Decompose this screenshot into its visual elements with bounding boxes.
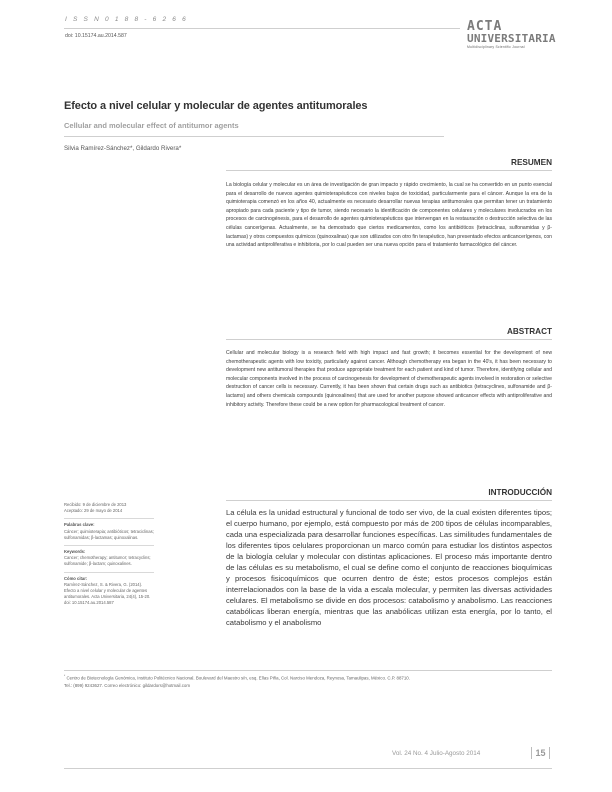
keywords-label: Palabras clave: [64, 522, 95, 528]
abstract-text: Cellular and molecular biology is a research field with high impact and fast growth; it becomes essential for the development of new chemotherapeutic agents with low toxicity, particularly against cancer. Although chemotherapy era began in the 40's, it has been necessary to development new antitumoral therapies that produce appropriate treatment for each patient and kind of tumor. Therefore, identifying cellular and molecular components involved in the process of carcinogenesis for development of chemotherapeutic agents involved in restoration or selective destruction of cancer cells is necessary. Currently, it has been shown that certain drugs such as antibiotics (tetracyclines, sulfonamide and β-lactams) and others chemicals compounds (quinoxalines) that are used for another purpose showed anticancer effects with antiproliferative and inhibitory activity. Therefore these could be a new option for pharmacological treatment of cancer. [226, 350, 552, 408]
article-metadata [64, 502, 154, 607]
article-subtitle: Cellular and molecular effect of antitumor agents [64, 121, 239, 130]
doi-label: doi: 10.15174.au.2014.587 [65, 33, 127, 39]
abstract-divider [226, 339, 552, 340]
meta-divider [64, 518, 154, 519]
article-authors: Silvia Ramírez-Sánchez*, Gildardo Rivera* [64, 145, 182, 152]
keywords-en-label: Keywords: [64, 549, 86, 555]
accepted-date: Aceptado: 29 de mayo de 2014 [64, 508, 123, 514]
footnote-divider [64, 670, 552, 671]
received-date: Recibido: 9 de diciembre de 2013 [64, 502, 127, 507]
footnote-affiliation: Centro de Biotecnología Genómica, Instituto Politécnico Nacional. Boulevard del Maestro s/n, esq. Elías Piña, Col. Narciso Mendoza, Reynosa, Tamaulipas, México. C.P. 88710. [66, 675, 410, 681]
abstract-heading: ABSTRACT [506, 327, 552, 336]
resumen-divider [226, 170, 552, 171]
resumen-text: La biología celular y molecular es un área de investigación de gran impacto y rápido crecimiento, la cual se ha convertido en un punto esencial para el desarrollo de nuevos agentes quimioterapéuticos con niveles bajos de toxicidad, particularmente para el cáncer. Aunque la era de la quimioterapia comenzó en los años 40, actualmente es necesario desarrollar nuevas terapias antitumorales que permitan tener un tratamiento apropiado para cada paciente y tipo de tumor, siendo necesario la identificación de componentes celulares y moleculares involucrados en los procesos de carcinogénesis, para el desarrollo de agentes quimioterapéuticos que intervengan en la restauración o destrucción selectiva de las células cancerígenas. Actualmente, se ha demostrado que ciertos medicamentos, como los antibióticos (tetraciclinas, sulfonamidas y β-lactamas) y otros compuestos químicos (quinoxalinas) que son utilizados con otro fin terapéutico, han presentado efectos anticancerígenos, con una actividad antiproliferativa e inhibitoria, por lo cual pueden ser una nueva opción para el tratamiento farmacológico del cáncer. [226, 182, 552, 249]
intro-text: La célula es la unidad estructural y funcional de todo ser vivo, de la cual existen diferentes tipos; el cuerpo humano, por ejemplo, está compuesto por más de 200 tipos de células incomparables, cada una especializada para desarrollar funciones específicas. Las similitudes fundamentales de los diferentes tipos celulares proporcionan un marco común para estudiar los distintos aspectos de la biología celular y molecular con distintas aplicaciones. El proceso más importante dentro de las células es su metabolismo, el cual se define como el conjunto de reacciones bioquímicas y procesos fisicoquímicos que ocurren dentro de éste; estos procesos complejos están interrelacionados con la base de la vida a escala molecular, y permiten las diversas actividades celulares. El metabolismo se divide en dos procesos: catabolismo y anabolismo. Las reacciones catabólicas liberan energía, mientras que las anabólicas utilizan esta energía, por lo tanto, el catabolismo y el anabolismo [226, 508, 552, 627]
footnote-marker: * [64, 674, 66, 678]
title-divider [64, 136, 444, 137]
logo-subtitle: Multidisciplinary Scientific Journal [467, 45, 525, 49]
issn-label: I S S N 0 1 8 8 - 6 2 6 6 [65, 16, 188, 23]
page-number: 15 [531, 747, 550, 759]
intro-divider [226, 500, 552, 501]
cite-label: Cómo citar: [64, 575, 88, 581]
meta-divider [64, 545, 154, 546]
article-title: Efecto a nivel celular y molecular de agentes antitumorales [64, 100, 368, 112]
journal-reference: Vol. 24 No. 4 Julio-Agosto 2014 [392, 750, 481, 757]
keywords: Cáncer; quimioterapia; antibióticos; tetraciclinas; sulfonamidas; β-lactamas; quinoxalinas. [64, 528, 154, 540]
meta-divider [64, 572, 154, 573]
footnote [64, 673, 552, 690]
intro-heading: INTRODUCCIÓN [488, 488, 552, 497]
resumen-heading: RESUMEN [511, 158, 552, 167]
logo-line2: UNIVERSITARIA [467, 32, 556, 45]
footer-divider [64, 768, 552, 769]
journal-logo [467, 19, 556, 82]
footnote-contact: Tel.: (899) 9243627. Correo electrónico: gildardors@hotmail.com [64, 683, 190, 689]
logo-line1: ACTA [467, 19, 503, 34]
keywords-en: Cancer; chemotherapy; antitumor; tetracyclins; sulfonamide; β-lactam; quinoxalines. [64, 555, 151, 567]
header-divider [64, 28, 460, 29]
citation: Ramírez-Sánchez, S. & Rivera, G. (2014). Efecto a nivel celular y molecular de agentes antitumorales. Acta Universitaria, 24(4), 15-20. doi: 10.15174.au.2014.587 [64, 581, 151, 606]
